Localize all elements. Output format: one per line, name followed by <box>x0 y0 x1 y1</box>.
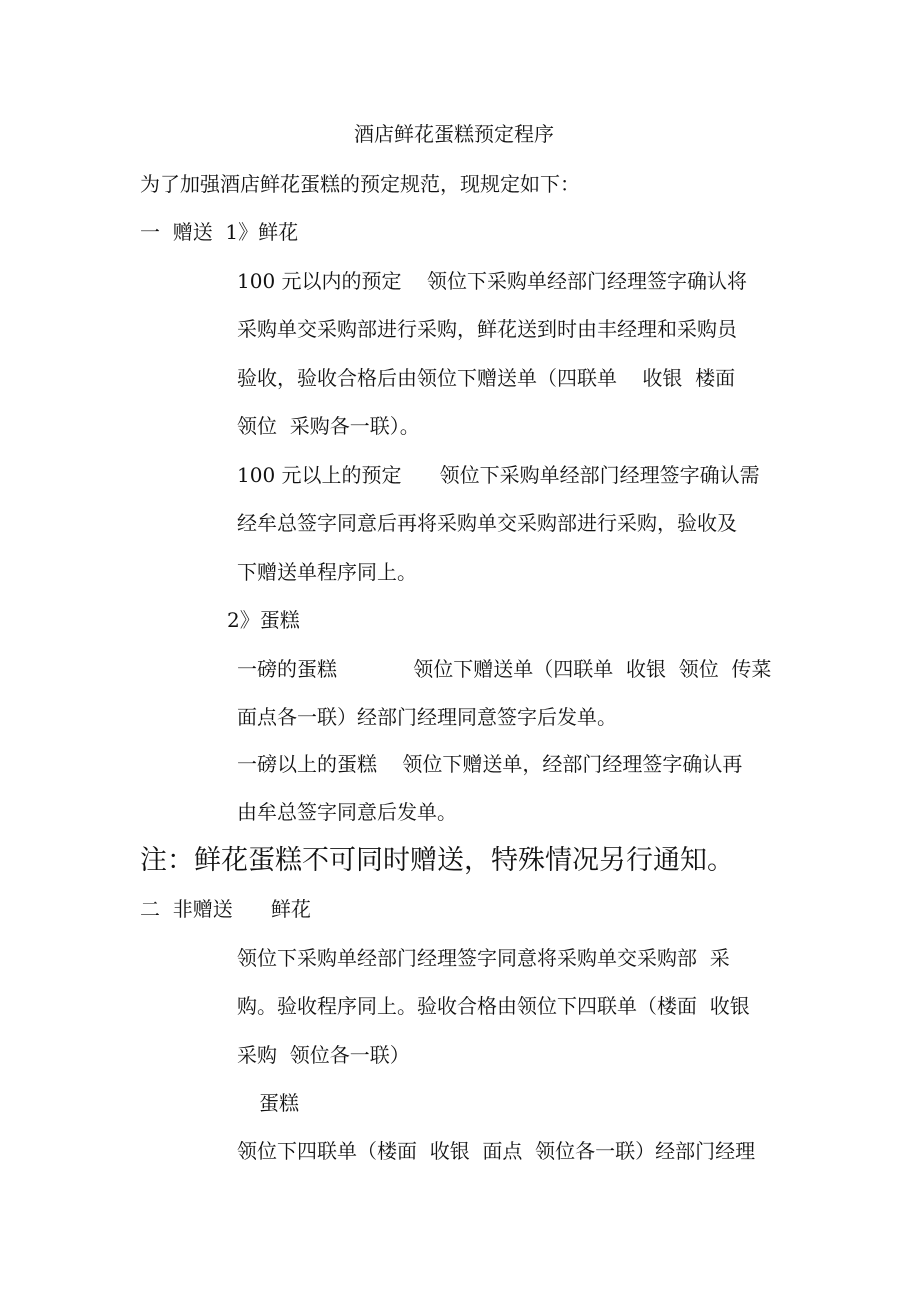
cake-over-one-pound-line: 一磅以上的蛋糕 领位下赠送单，经部门经理签字确认再 <box>237 752 743 776</box>
document-title: 酒店鲜花蛋糕预定程序 <box>354 122 554 146</box>
flowers-over-100-line: 经牟总签字同意后再将采购单交采购部进行采购，验收及 <box>237 511 737 535</box>
flowers-over-100-line: 100 元以上的预定 领位下采购单经部门经理签字确认需 <box>237 463 760 487</box>
section-2-cake-line: 领位下四联单（楼面 收银 面点 领位各一联）经部门经理 <box>237 1139 756 1163</box>
flowers-over-100-line: 下赠送单程序同上。 <box>237 560 417 584</box>
section-2-flowers-line: 购。验收程序同上。验收合格由领位下四联单（楼面 收银 <box>237 994 750 1018</box>
cake-subheading: 2》蛋糕 <box>227 608 300 632</box>
flowers-under-100-line: 领位 采购各一联）。 <box>237 414 420 438</box>
cake-over-one-pound-line: 由牟总签字同意后发单。 <box>237 800 457 824</box>
cake-one-pound-line: 一磅的蛋糕 领位下赠送单（四联单 收银 领位 传菜 <box>237 657 772 681</box>
note-text: 注：鲜花蛋糕不可同时赠送，特殊情况另行通知。 <box>140 845 734 876</box>
intro-text: 为了加强酒店鲜花蛋糕的预定规范，现规定如下： <box>140 172 580 196</box>
flowers-under-100-line: 验收，验收合格后由领位下赠送单（四联单 收银 楼面 <box>237 366 736 390</box>
section-2-cake-subheading: 蛋糕 <box>259 1091 299 1115</box>
section-2-flowers-line: 采购 领位各一联） <box>237 1043 410 1067</box>
section-2-flowers-line: 领位下采购单经部门经理签字同意将采购单交采购部 采 <box>237 946 730 970</box>
flowers-under-100-line: 采购单交采购部进行采购，鲜花送到时由丰经理和采购员 <box>237 317 737 341</box>
section-2-heading: 二 非赠送 鲜花 <box>140 897 311 921</box>
flowers-under-100-line: 100 元以内的预定 领位下采购单经部门经理签字确认将 <box>237 269 747 293</box>
section-1-heading: 一 赠送 1》鲜花 <box>140 220 299 244</box>
cake-one-pound-line: 面点各一联）经部门经理同意签字后发单。 <box>237 705 617 729</box>
